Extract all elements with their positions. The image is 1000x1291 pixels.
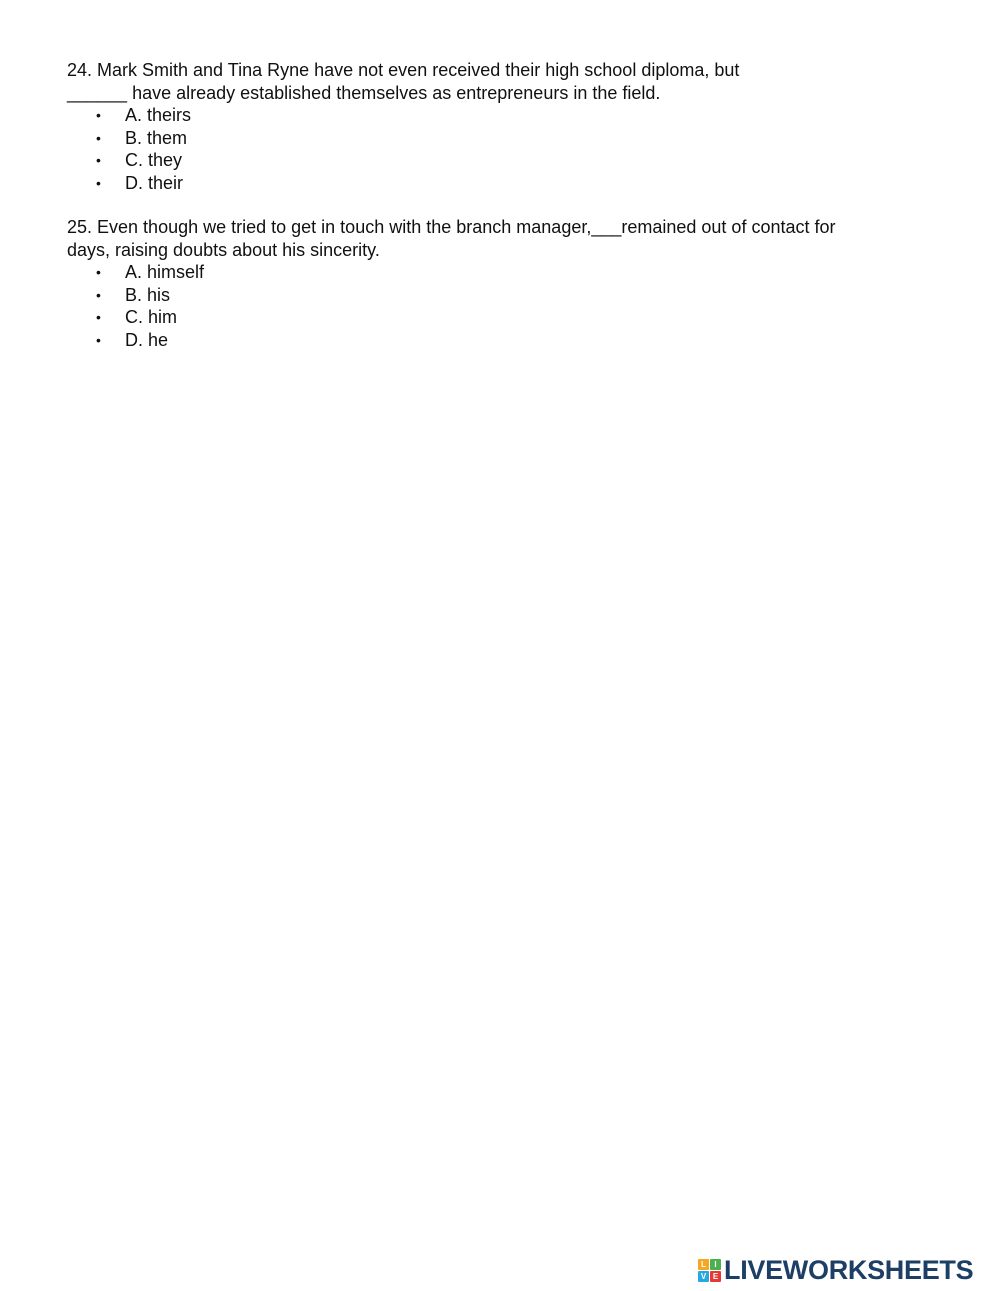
question-24-text: 24. Mark Smith and Tina Ryne have not even received their high school diploma, but ______ have already established themselves as entrepreneurs in the field. (67, 60, 740, 103)
bullet: • (96, 264, 101, 280)
bullet: • (96, 309, 101, 326)
logo-cell: L (698, 1259, 709, 1270)
option-label: D. their (125, 172, 184, 193)
question-24-options (67, 104, 927, 194)
option-label: B. his (125, 284, 171, 305)
logo-cell: V (698, 1271, 709, 1282)
bullet: • (96, 107, 101, 123)
option-label: A. himself (125, 262, 205, 282)
question-25-option-c[interactable] (67, 306, 927, 329)
question-24-option-d[interactable] (67, 172, 927, 195)
option-label: A. theirs (125, 105, 192, 125)
question-25-option-b[interactable] (67, 284, 927, 307)
option-label: C. him (125, 307, 178, 328)
question-24 (67, 59, 927, 194)
question-24-option-a[interactable] (67, 104, 927, 127)
logo-cell: I (710, 1259, 721, 1270)
bullet: • (96, 129, 101, 146)
question-24-option-c[interactable] (67, 149, 927, 172)
liveworksheets-logo-text: LIVEWORKSHEETS (724, 1255, 974, 1285)
liveworksheets-logo (698, 1256, 973, 1284)
question-25-option-a[interactable] (67, 261, 927, 284)
bullet: • (96, 331, 101, 348)
question-24-option-b[interactable] (67, 127, 927, 150)
question-25-options (67, 261, 927, 351)
bullet: • (96, 286, 101, 303)
logo-cell: E (710, 1271, 721, 1282)
option-label: D. he (125, 329, 169, 350)
question-25-text: 25. Even though we tried to get in touch with the branch manager,___remained out of contact for days, raising doubts about his sincerity. (67, 217, 836, 260)
liveworksheets-logo-icon (698, 1259, 721, 1282)
option-label: C. they (125, 150, 183, 171)
question-25 (67, 216, 927, 351)
option-label: B. them (125, 127, 188, 148)
bullet: • (96, 174, 101, 191)
question-25-option-d[interactable] (67, 329, 927, 352)
bullet: • (96, 152, 101, 169)
